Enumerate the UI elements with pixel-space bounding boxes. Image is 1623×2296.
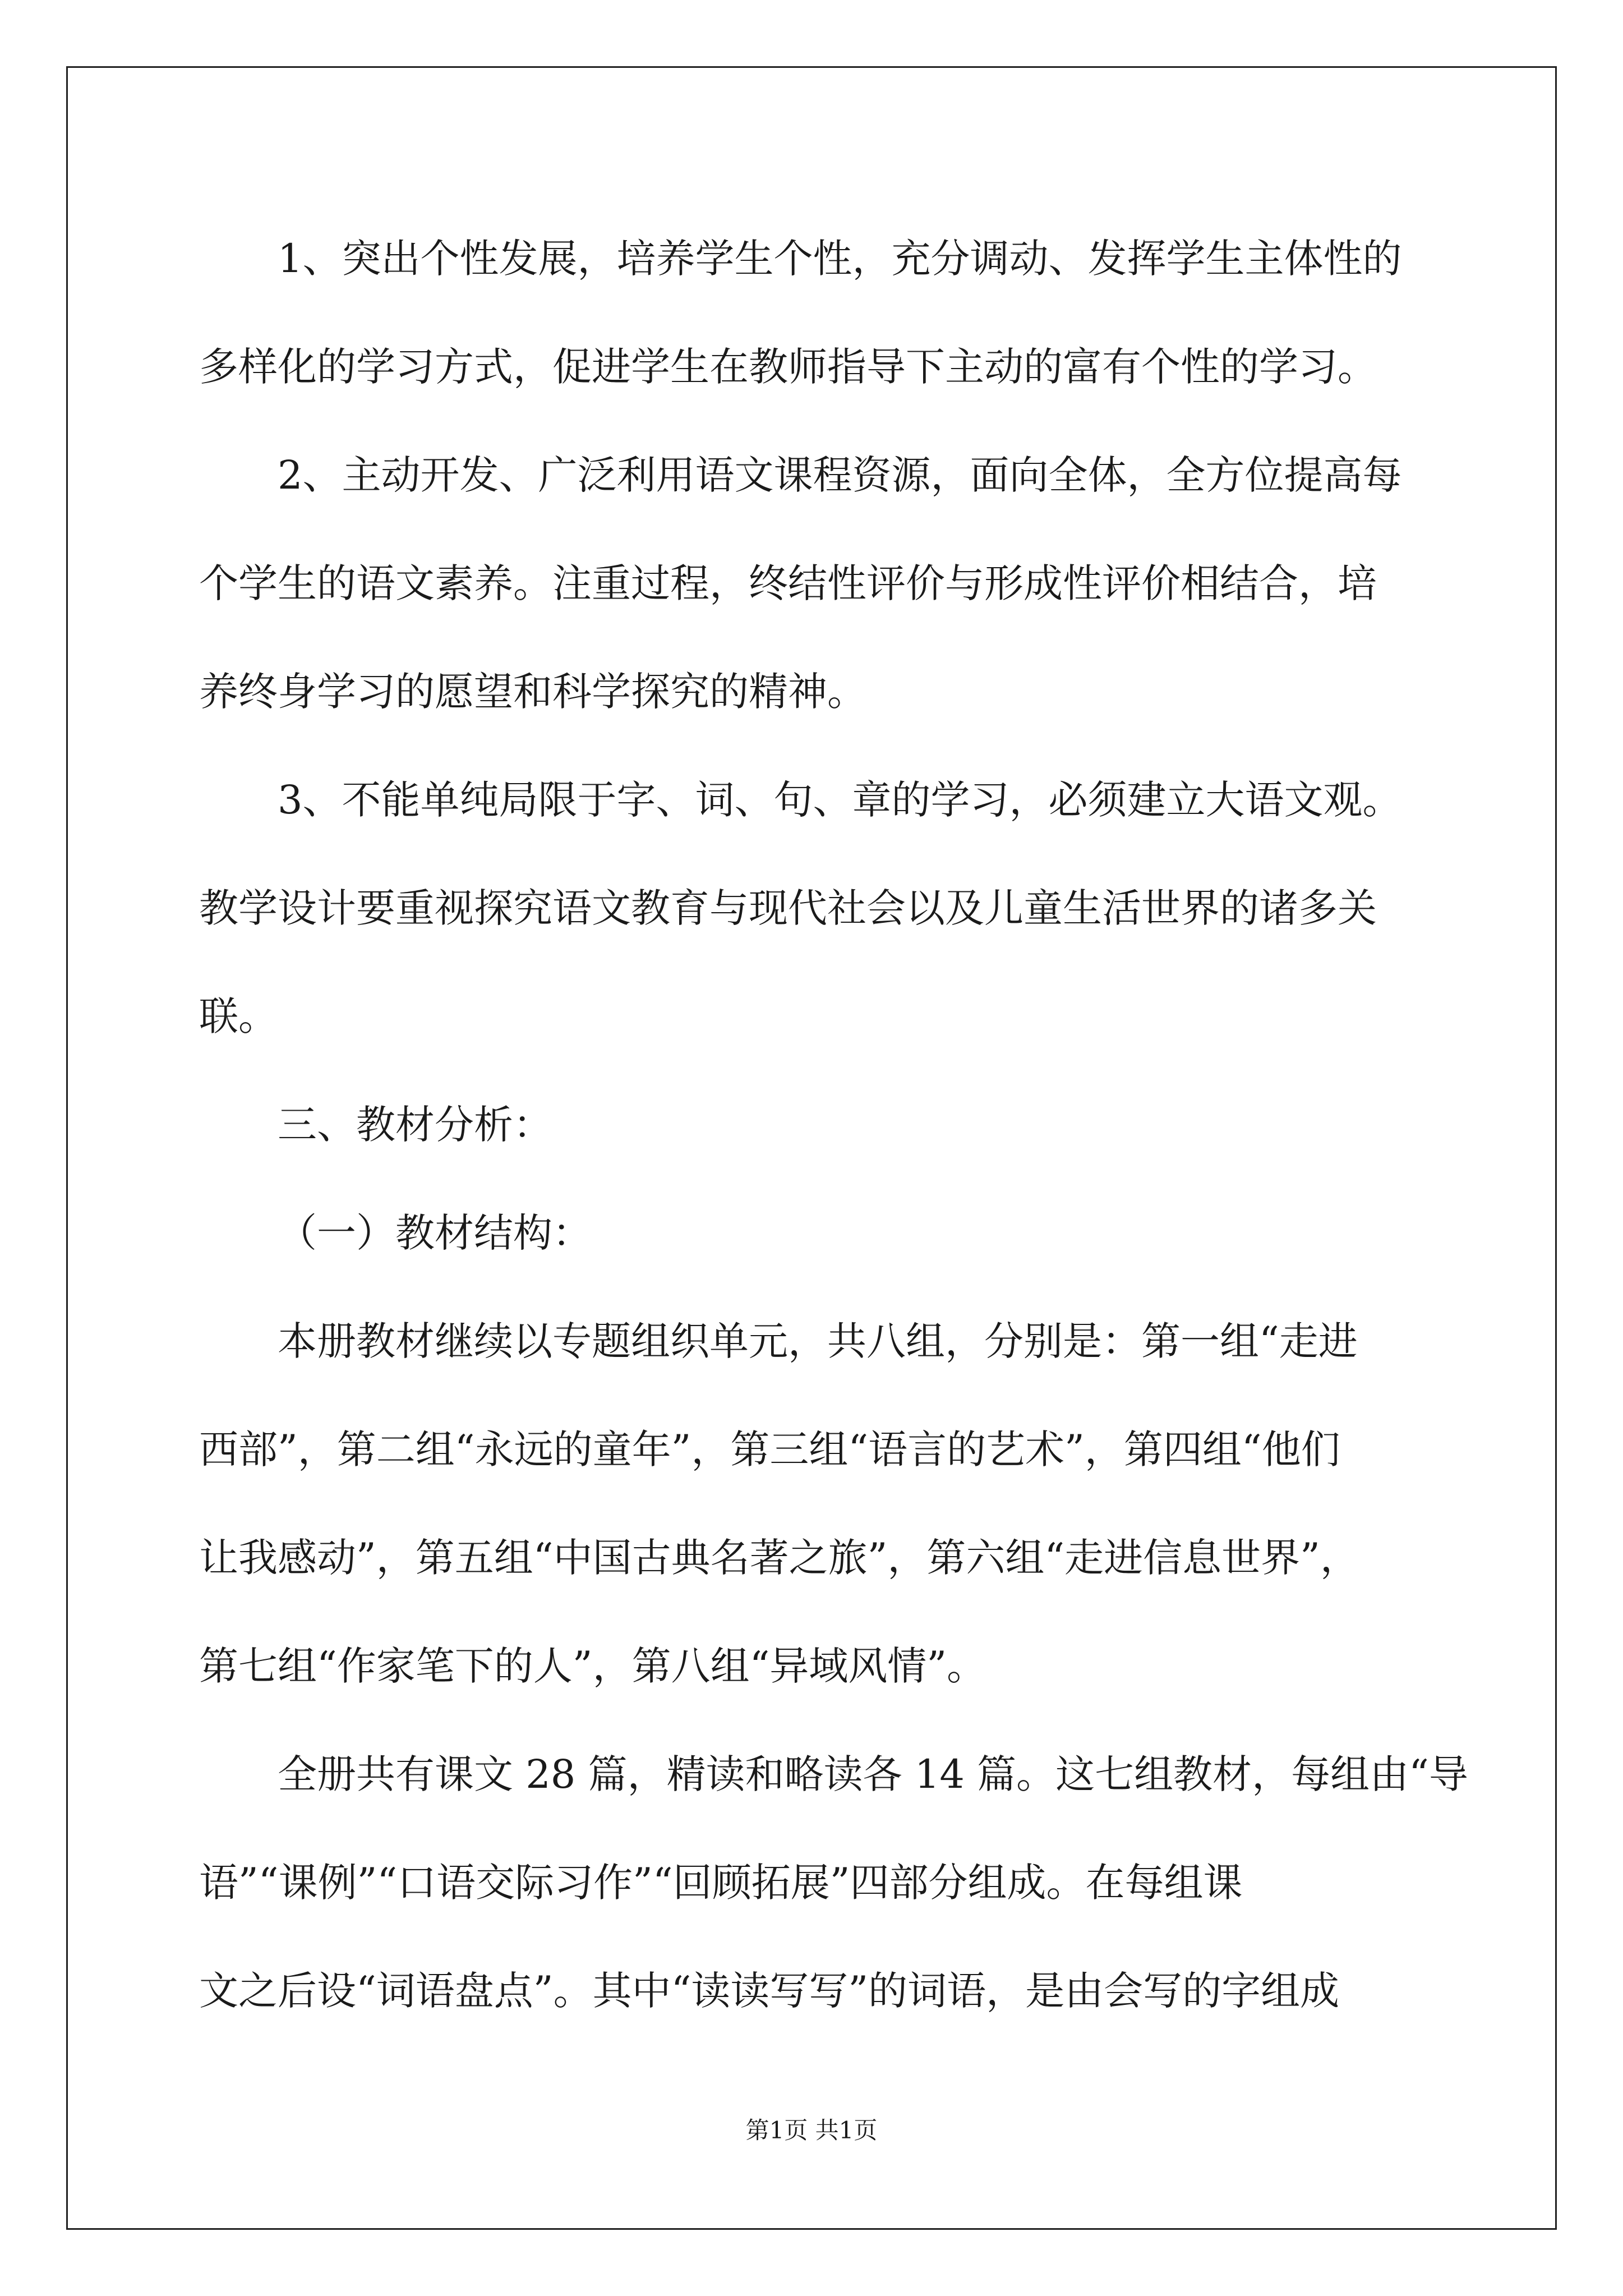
text-line: 语”“课例”“口语交际习作”“回顾拓展”四部分组成。在每组课 (199, 1860, 1243, 1906)
text-line: 2、主动开发、广泛利用语文课程资源，面向全体，全方位提高每 (278, 452, 1402, 498)
text-line: 多样化的学习方式，促进学生在教师指导下主动的富有个性的学习。 (199, 344, 1377, 390)
paragraph-2 (199, 421, 1433, 746)
text-line: 第七组“作家笔下的人”，第八组“异域风情”。 (199, 1643, 986, 1689)
paragraph-structure (199, 1287, 1433, 1720)
text-line: 个学生的语文素养。注重过程，终结性评价与形成性评价相结合，培 (199, 560, 1377, 606)
paragraph-3 (199, 746, 1433, 1071)
heading-text: 三、教材分析： (278, 1102, 552, 1148)
text-line: 全册共有课文 28 篇，精读和略读各 14 篇。这七组教材，每组由“导 (278, 1751, 1468, 1797)
subsection-heading (199, 1179, 1433, 1287)
text-line: 养终身学习的愿望和科学探究的精神。 (199, 669, 866, 715)
text-line: 1、突出个性发展，培养学生个性，充分调动、发挥学生主体性的 (278, 236, 1402, 282)
text-line: 文之后设“词语盘点”。其中“读读写写”的词语，是由会写的字组成 (199, 1968, 1340, 2014)
paragraph-1 (199, 205, 1433, 421)
heading-text: （一）教材结构： (278, 1210, 592, 1256)
text-line: 本册教材继续以专题组织单元，共八组，分别是：第一组“走进 (278, 1318, 1358, 1364)
paragraph-lessons (199, 1720, 1468, 2045)
text-line: 让我感动”，第五组“中国古典名著之旅”，第六组“走进信息世界”， (199, 1535, 1359, 1581)
document-body (199, 205, 1468, 2045)
page-number-footer: 第1页 共1页 (745, 2116, 878, 2144)
text-line: 联。 (199, 993, 278, 1039)
text-line: 西部”，第二组“永远的童年”，第三组“语言的艺术”，第四组“他们 (199, 1427, 1340, 1473)
section-heading (199, 1071, 1433, 1179)
text-line: 3、不能单纯局限于字、词、句、章的学习，必须建立大语文观。 (278, 777, 1402, 823)
text-line: 教学设计要重视探究语文教育与现代社会以及儿童生活世界的诸多关 (199, 885, 1377, 931)
